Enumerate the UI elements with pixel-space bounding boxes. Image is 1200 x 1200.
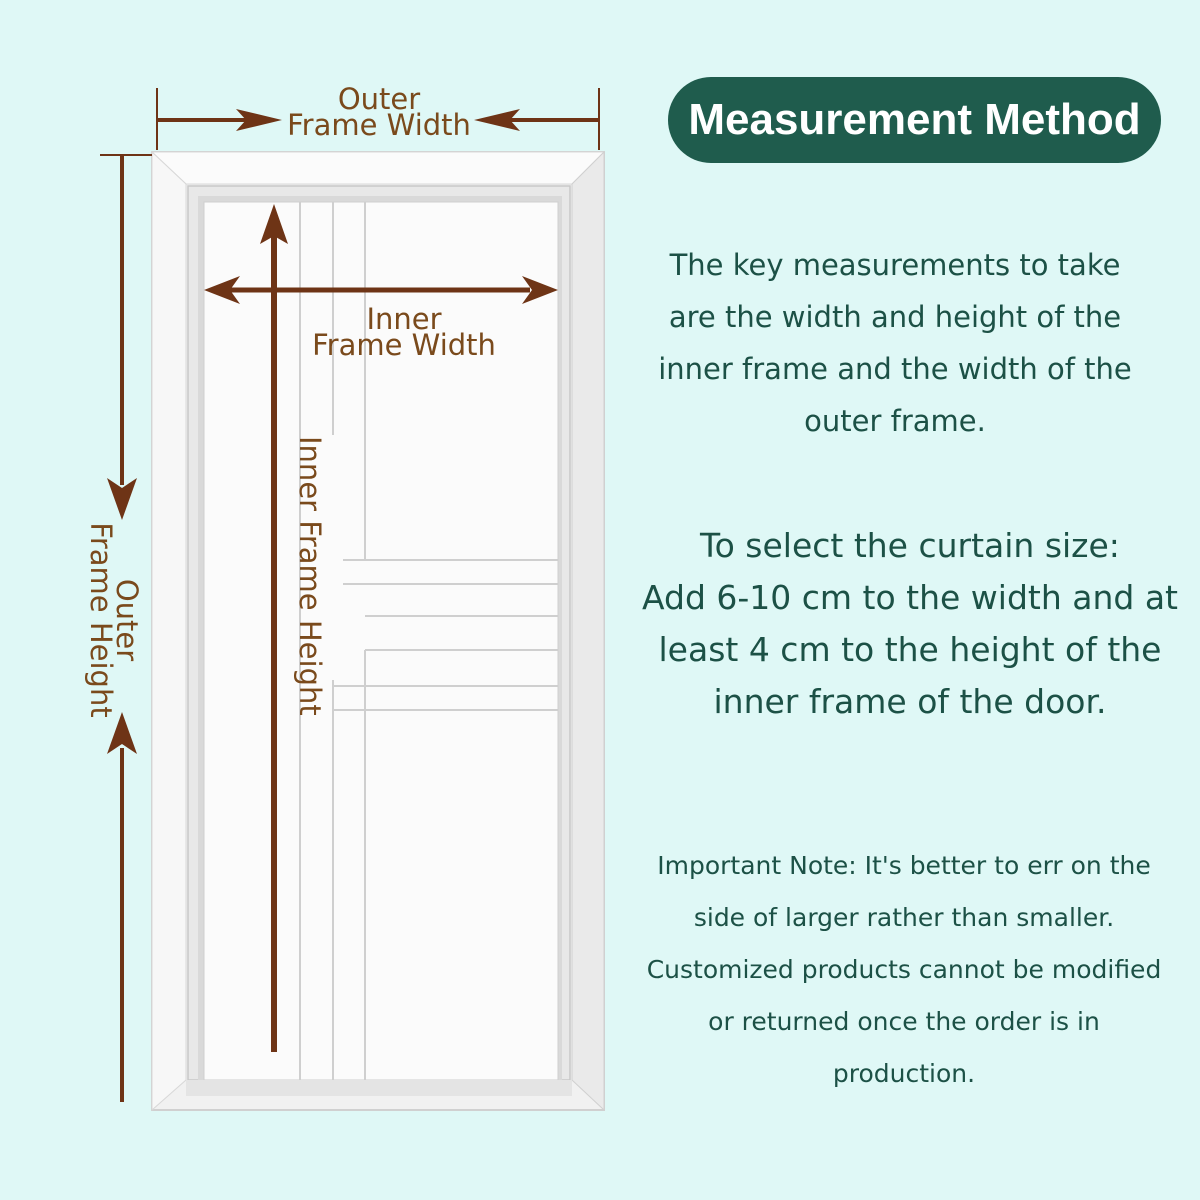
text-line: are the width and height of the	[668, 300, 1122, 334]
text-line: inner frame of the door.	[713, 682, 1107, 721]
text-line: inner frame and the width of the	[658, 352, 1132, 386]
inner-frame-height-label: Inner Frame Height	[293, 436, 327, 716]
inner-frame-width-label	[306, 302, 502, 362]
text-line: or returned once the order is in	[708, 1007, 1100, 1036]
text-line: Customized products cannot be modified	[646, 955, 1162, 984]
text-line: side of larger rather than smaller.	[693, 903, 1115, 932]
outer-frame-width-label	[282, 82, 476, 142]
text-line: Add 6-10 cm to the width and at	[642, 578, 1178, 617]
text-line: production.	[832, 1059, 976, 1088]
outer-frame-width-label-line2: Frame Width	[287, 108, 471, 142]
inner-frame-width-label-line2: Frame Width	[312, 328, 496, 362]
text-line: To select the curtain size:	[700, 526, 1120, 565]
outer-frame-width-label-line1: Outer	[337, 82, 421, 116]
measurement-instructions	[630, 239, 1160, 447]
outer-frame-height-label-line2: Frame Height	[84, 522, 118, 718]
important-note	[626, 840, 1182, 1100]
outer-frame-height-label	[84, 520, 144, 720]
text-line: Important Note: It's better to err on the	[657, 851, 1151, 880]
inner-frame-width-label-line1: Inner	[366, 302, 442, 336]
text-line: least 4 cm to the height of the	[658, 630, 1162, 669]
outer-frame-height-label-line1: Outer	[110, 578, 144, 662]
text-line: The key measurements to take	[669, 248, 1121, 282]
text-line: outer frame.	[804, 404, 986, 438]
size-selection-instructions	[640, 520, 1180, 728]
title-badge	[668, 77, 1161, 163]
page-title: Measurement Method	[688, 95, 1141, 144]
